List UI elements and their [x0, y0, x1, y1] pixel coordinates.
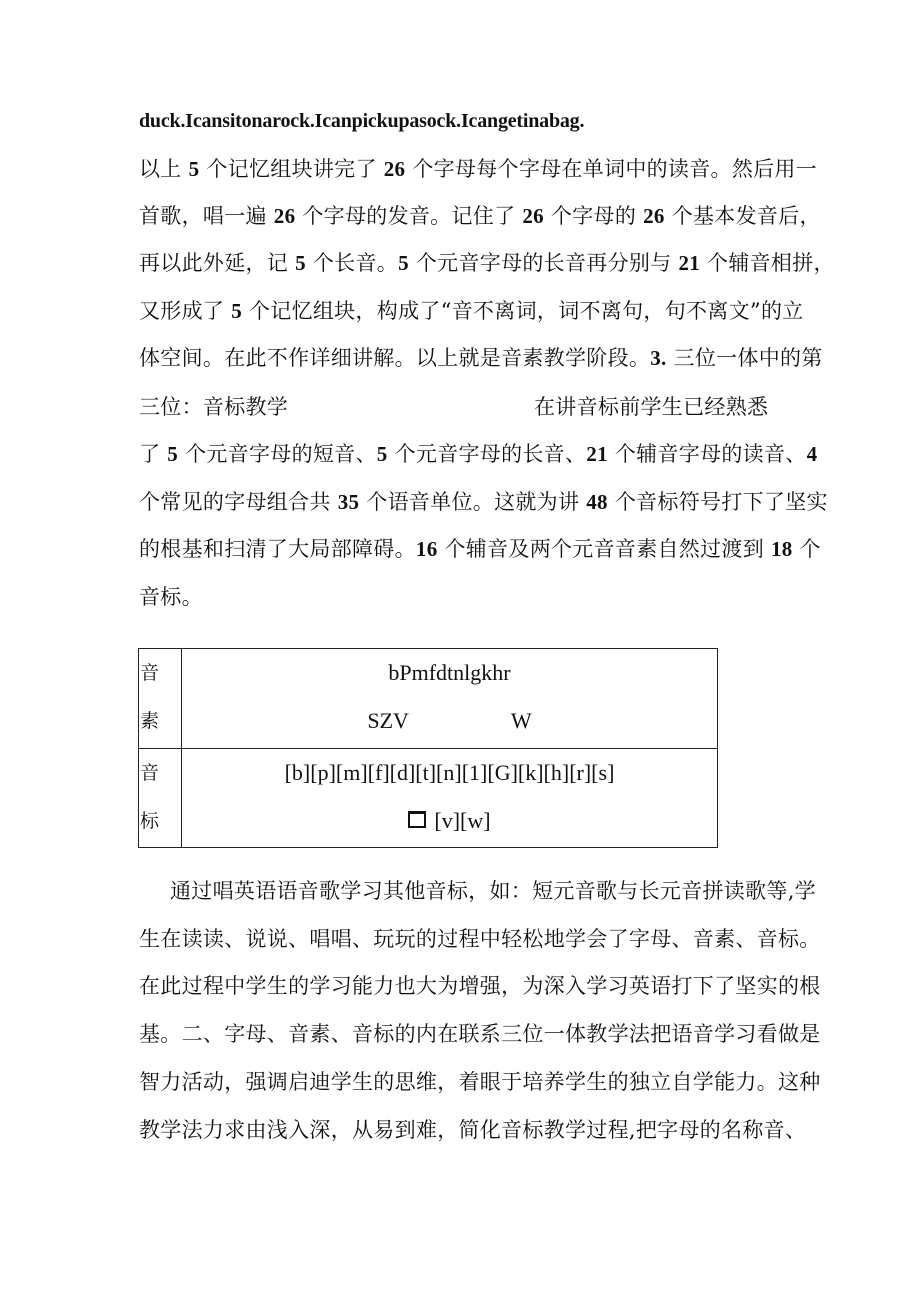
text-run: 个辅音字母的读音、: [607, 442, 807, 466]
paragraph-line: [139, 298, 804, 324]
row-label-char: 素: [140, 710, 160, 732]
text-run: 三位一体中的第: [666, 346, 823, 370]
text-run: 以上: [139, 157, 189, 181]
missing-glyph-icon: [408, 811, 426, 828]
bold-number: 5: [376, 442, 388, 466]
phoneme-letters-line1: bPmfdtnlgkhr: [388, 660, 511, 685]
text-run: 再以此外延，记: [139, 251, 296, 275]
text-run: 个基本发音后，: [664, 204, 821, 228]
paragraph-line: 生在读读、说说、唱唱、玩玩的过程中轻松地学会了字母、音素、音标。: [139, 927, 821, 951]
text-run: 体空间。在此不作详细讲解。以上就是音素教学阶段。: [139, 346, 651, 370]
table-row-symbols: [139, 748, 718, 848]
text-run: 个语音单位。这就为讲: [359, 490, 587, 514]
floating-text: 在讲音标前学生已经熟悉: [534, 395, 769, 419]
paragraph-line: [139, 536, 821, 562]
text-run: 个元音字母的长音、: [387, 442, 587, 466]
paragraph-line: [139, 584, 203, 610]
phoneme-table: [138, 648, 718, 848]
bold-number: 5: [231, 299, 242, 323]
text-run: 了: [139, 442, 168, 466]
text-run: 个元音字母的短音、: [178, 442, 377, 466]
text-run: 个长音。: [305, 251, 399, 275]
text-run: 音标。: [139, 585, 203, 609]
bold-number: 4: [806, 442, 818, 466]
text-run: 个记忆组块讲完了: [199, 157, 384, 181]
bold-number: 26: [383, 157, 406, 181]
bold-number: 21: [586, 442, 608, 466]
text-run: 三位：音标教学: [139, 395, 289, 419]
bold-number: 5: [398, 251, 409, 275]
row-label-symbols: [139, 748, 182, 848]
text-run: 个辅音及两个元音音素自然过渡到: [437, 537, 771, 561]
bold-number: 26: [643, 204, 665, 228]
bold-number: 48: [586, 490, 608, 514]
phoneme-letters-szv: SZV: [367, 708, 409, 733]
paragraph-line: 在此过程中学生的学习能力也大为增强，为深入学习英语打下了坚实的根: [139, 974, 821, 998]
paragraph-line: [139, 345, 823, 371]
paragraph-line: [139, 203, 821, 229]
phoneme-cell: [182, 649, 718, 749]
row-label-char: 音: [140, 662, 160, 684]
bold-number: 26: [522, 204, 544, 228]
text-run: 个字母的发音。记住了: [295, 204, 523, 228]
text-run: 的根基和扫清了大局部障碍。: [139, 537, 416, 561]
paragraph-line: 智力活动，强调启迪学生的思维，着眼于培养学生的独立自学能力。这种: [139, 1070, 821, 1094]
row-label-phonemes: [139, 649, 182, 749]
symbol-cell: [182, 748, 718, 848]
symbol-vw: [v][w]: [434, 807, 491, 833]
bold-number: 5: [295, 251, 306, 275]
paragraph-line: [139, 156, 817, 182]
bold-number: 26: [273, 204, 296, 228]
bold-number: 35: [337, 490, 360, 514]
bold-number: 5: [188, 157, 200, 181]
paragraph-line: 教学法力求由浅入深，从易到难，简化音标教学过程,把字母的名称音、: [139, 1118, 807, 1142]
paragraph-line: 通过唱英语语音歌学习其他音标，如：短元音歌与长元音拼读歌等,学: [170, 879, 816, 903]
text-run: 个元音字母的长音再分别与: [408, 251, 679, 275]
text-run: 首歌，唱一遍: [139, 204, 274, 228]
table-row-phonemes: [139, 649, 718, 749]
english-sentence-line: duck.Icansitonarock.Icanpickupasock.Icangetinabag.: [139, 110, 585, 132]
text-run: 又形成了: [139, 299, 232, 323]
text-run: 个常见的字母组合共: [139, 490, 338, 514]
row-label-char: 标: [140, 809, 160, 832]
text-run: 个字母每个字母在单词中的读音。然后用一: [405, 157, 818, 181]
paragraph-line: [139, 394, 288, 420]
text-run: 个: [792, 537, 821, 561]
text-run: 个音标符号打下了坚实: [607, 490, 828, 514]
text-run: 个辅音相拼，: [700, 251, 835, 275]
phoneme-letter-w: W: [510, 708, 532, 733]
text-run: 个字母的: [543, 204, 644, 228]
bold-number: 21: [678, 251, 701, 275]
paragraph-line: 基。二、字母、音素、音标的内在联系三位一体教学法把语音学习看做是: [139, 1022, 821, 1046]
bold-number: 5: [167, 442, 179, 466]
phoneme-letters-line2: [182, 697, 717, 745]
paragraph-line: [139, 489, 828, 515]
symbol-line2: [182, 797, 717, 845]
row-label-char: 音: [140, 761, 160, 784]
symbol-line1: [b][p][m][f][d][t][n][1][G][k][h][r][s]: [284, 759, 615, 785]
bold-number: 18: [770, 537, 793, 561]
paragraph-line: [139, 250, 835, 276]
paragraph-line: [139, 441, 817, 467]
bold-number: 3.: [650, 346, 667, 370]
bold-number: 16: [415, 537, 438, 561]
text-run: 个记忆组块，构成了“音不离词，词不离句，句不离文”的立: [242, 299, 804, 323]
